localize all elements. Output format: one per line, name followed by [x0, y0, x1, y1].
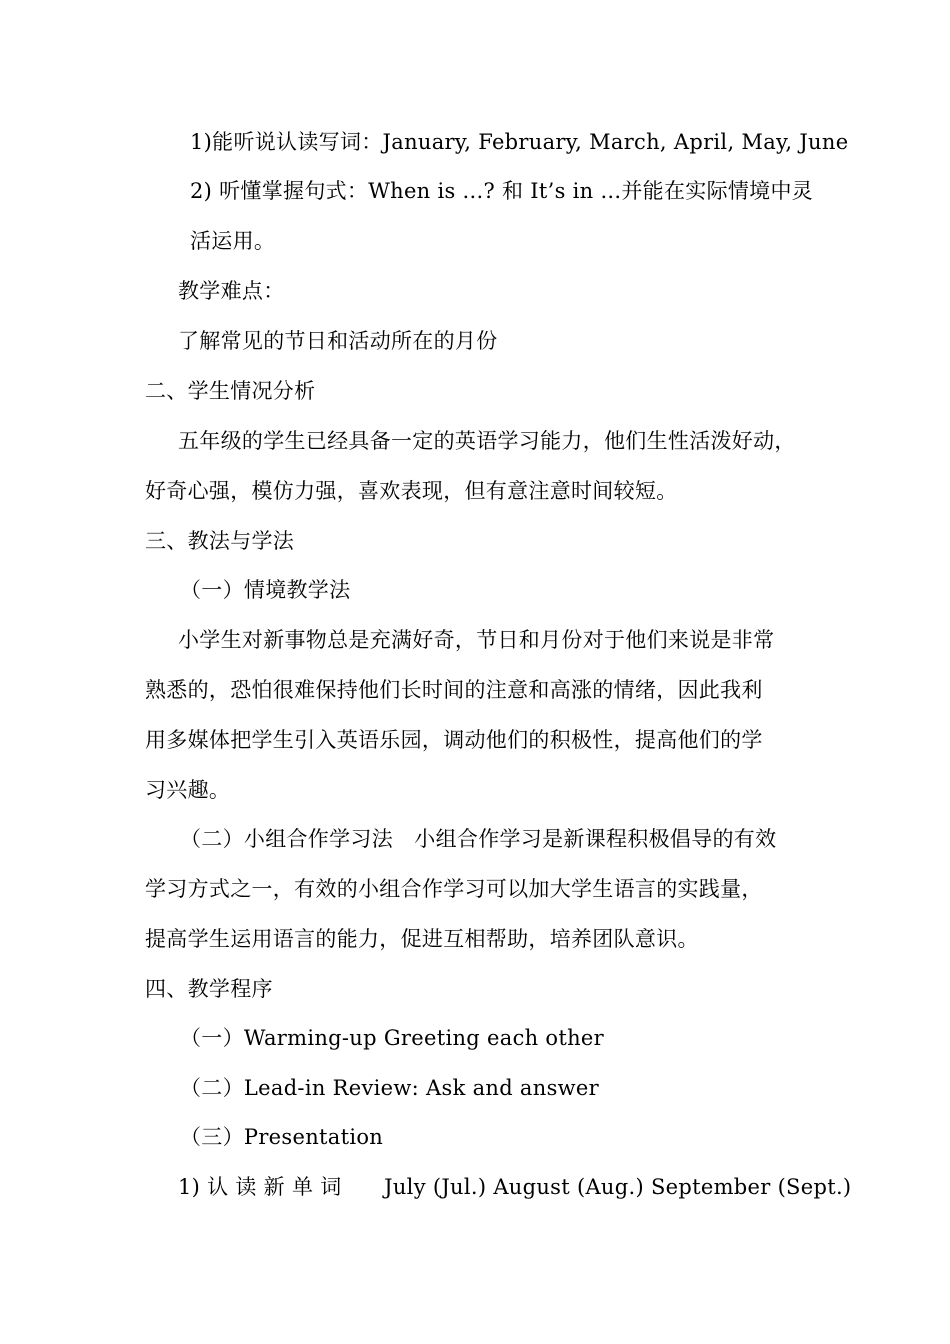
objective-vocabulary-line: 1)能听说认读写词：January, February, March, April, May, June [190, 130, 849, 154]
difficulty-text: 了解常见的节日和活动所在的月份 [178, 329, 498, 353]
student-analysis-line-1: 五年级的学生已经具备一定的英语学习能力，他们生性活泼好动， [178, 429, 796, 453]
procedure-lead-in: （二）Lead-in Review: Ask and answer [180, 1076, 599, 1100]
objective-sentence-line: 2) 听懂掌握句式：When is ...? 和 It’s in ...并能在实际情境中灵 [190, 179, 814, 203]
student-analysis-line-2: 好奇心强，模仿力强，喜欢表现，但有意注意时间较短。 [145, 479, 678, 503]
new-words-line: 1) 认 读 新 单 词 July (Jul.) August (Aug.) September (Sept.) [178, 1175, 852, 1199]
procedure-warming-up: （一）Warming-up Greeting each other [180, 1026, 605, 1050]
situational-paragraph-line-3: 用多媒体把学生引入英语乐园，调动他们的积极性，提高他们的学 [145, 728, 763, 752]
group-learning-line-3: 提高学生运用语言的能力，促进互相帮助，培养团队意识。 [145, 927, 699, 951]
objective-sentence-line-continued: 活运用。 [190, 229, 276, 253]
group-learning-line-2: 学习方式之一，有效的小组合作学习可以加大学生语言的实践量， [145, 877, 763, 901]
situational-paragraph-line-4: 习兴趣。 [145, 778, 231, 802]
procedure-presentation: （三）Presentation [180, 1125, 384, 1149]
situational-paragraph-line-2: 熟悉的，恐怕很难保持他们长时间的注意和高涨的情绪，因此我利 [145, 678, 763, 702]
section-heading-student-analysis: 二、学生情况分析 [145, 379, 316, 403]
group-learning-line-1: （二）小组合作学习法 小组合作学习是新课程积极倡导的有效 [180, 827, 777, 851]
difficulty-heading: 教学难点： [178, 279, 285, 303]
section-heading-methods: 三、教法与学法 [145, 529, 295, 553]
subheading-situational-teaching: （一）情境教学法 [180, 578, 351, 602]
situational-paragraph-line-1: 小学生对新事物总是充满好奇，节日和月份对于他们来说是非常 [178, 628, 775, 652]
section-heading-procedure: 四、教学程序 [145, 977, 273, 1001]
